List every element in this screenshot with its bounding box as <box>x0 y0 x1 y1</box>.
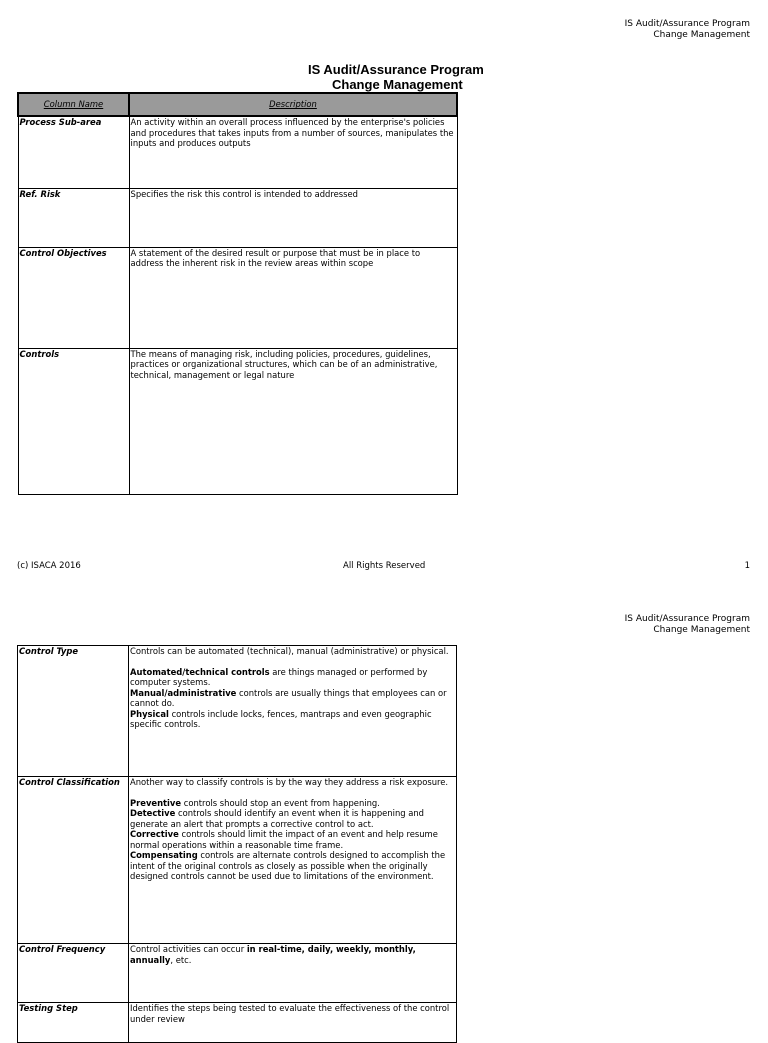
header-subtitle: Change Management <box>653 30 750 40</box>
table-row <box>18 247 457 348</box>
page-header <box>625 614 750 636</box>
frequency-text <box>130 944 455 965</box>
frequency-pre: Control activities can occur <box>130 944 247 954</box>
row-description <box>129 646 457 777</box>
manual-term: Manual/administrative <box>130 687 237 698</box>
row-description <box>129 944 457 1003</box>
page-title <box>300 62 484 92</box>
page-title-line2: Change Management <box>332 77 463 92</box>
control-type-intro: Controls can be automated (technical), manual (administrative) or physical. <box>130 646 449 656</box>
row-description: The means of managing risk, including policies, procedures, guidelines, practices or organizational structures, which can be of an administrative, technical, management or legal nature <box>129 348 457 494</box>
control-attributes-table <box>17 645 457 1043</box>
compensating-text: controls are alternate controls designed to accomplish the intent of the original controls as closely as possible when the originally designed controls cannot be used due to limitations of the environment. <box>130 850 446 881</box>
table-row <box>18 777 457 944</box>
frequency-terms: in real-time, daily, weekly, monthly, annually <box>130 944 416 965</box>
row-name: Control Type <box>18 646 129 777</box>
column-definitions-table <box>17 92 458 495</box>
column-name-header: Column Name <box>18 93 129 116</box>
page-title-line1: IS Audit/Assurance Program <box>308 62 484 77</box>
preventive-text: controls should stop an event from happening. <box>181 797 380 808</box>
physical-text: controls include locks, fences, mantraps and even geographic specific controls. <box>130 708 432 729</box>
page-header <box>625 19 750 41</box>
description-header: Description <box>129 93 457 116</box>
detective-term: Detective <box>130 808 176 818</box>
row-description: Specifies the risk this control is intended to addressed <box>129 188 457 247</box>
corrective-term: Corrective <box>130 829 179 839</box>
row-name: Control Classification <box>18 777 129 944</box>
control-type-manual <box>130 688 455 709</box>
row-description: An activity within an overall process influenced by the enterprise's policies and procedures that takes inputs from a number of sources, manipulates the inputs and produces outputs <box>129 116 457 188</box>
automated-term: Automated/technical controls <box>130 666 270 677</box>
table-row <box>18 348 457 494</box>
footer-copyright: (c) ISACA 2016 <box>17 561 81 571</box>
detective-text: controls should identify an event when it is happening and generate an alert that prompts a corrective control to act. <box>130 808 424 829</box>
table-row <box>18 116 457 188</box>
table-row <box>18 944 457 1003</box>
row-description <box>129 777 457 944</box>
row-name: Control Frequency <box>18 944 129 1003</box>
control-type-automated <box>130 667 455 688</box>
frequency-post: , etc. <box>170 954 192 965</box>
footer-rights: All Rights Reserved <box>343 561 426 571</box>
preventive-term: Preventive <box>130 797 182 808</box>
row-description: Identifies the steps being tested to evaluate the effectiveness of the control under review <box>129 1003 457 1043</box>
row-name: Testing Step <box>18 1003 129 1043</box>
footer-page-number: 1 <box>744 561 750 571</box>
physical-term: Physical <box>130 708 169 719</box>
row-name: Ref. Risk <box>18 188 129 247</box>
table-header-row <box>18 93 457 116</box>
classification-corrective <box>130 829 455 850</box>
classification-preventive <box>130 798 455 809</box>
classification-intro: Another way to classify controls is by the way they address a risk exposure. <box>130 777 449 787</box>
automated-text: are things managed or performed by computer systems. <box>130 666 428 687</box>
row-name: Controls <box>18 348 129 494</box>
compensating-term: Compensating <box>130 850 198 860</box>
header-program-title: IS Audit/Assurance Program <box>624 614 750 624</box>
table-row <box>18 188 457 247</box>
corrective-text: controls should limit the impact of an event and help resume normal operations within a reasonable time frame. <box>130 829 438 850</box>
classification-detective <box>130 808 455 829</box>
header-subtitle: Change Management <box>653 625 750 635</box>
row-name: Control Objectives <box>18 247 129 348</box>
table-row <box>18 646 457 777</box>
manual-text: controls are usually things that employees can or cannot do. <box>130 687 447 708</box>
row-description: A statement of the desired result or purpose that must be in place to address the inherent risk in the review areas within scope <box>129 247 457 348</box>
classification-compensating <box>130 850 455 882</box>
table-row <box>18 1003 457 1043</box>
control-type-physical <box>130 709 455 730</box>
header-program-title: IS Audit/Assurance Program <box>624 19 750 29</box>
row-name: Process Sub-area <box>18 116 129 188</box>
